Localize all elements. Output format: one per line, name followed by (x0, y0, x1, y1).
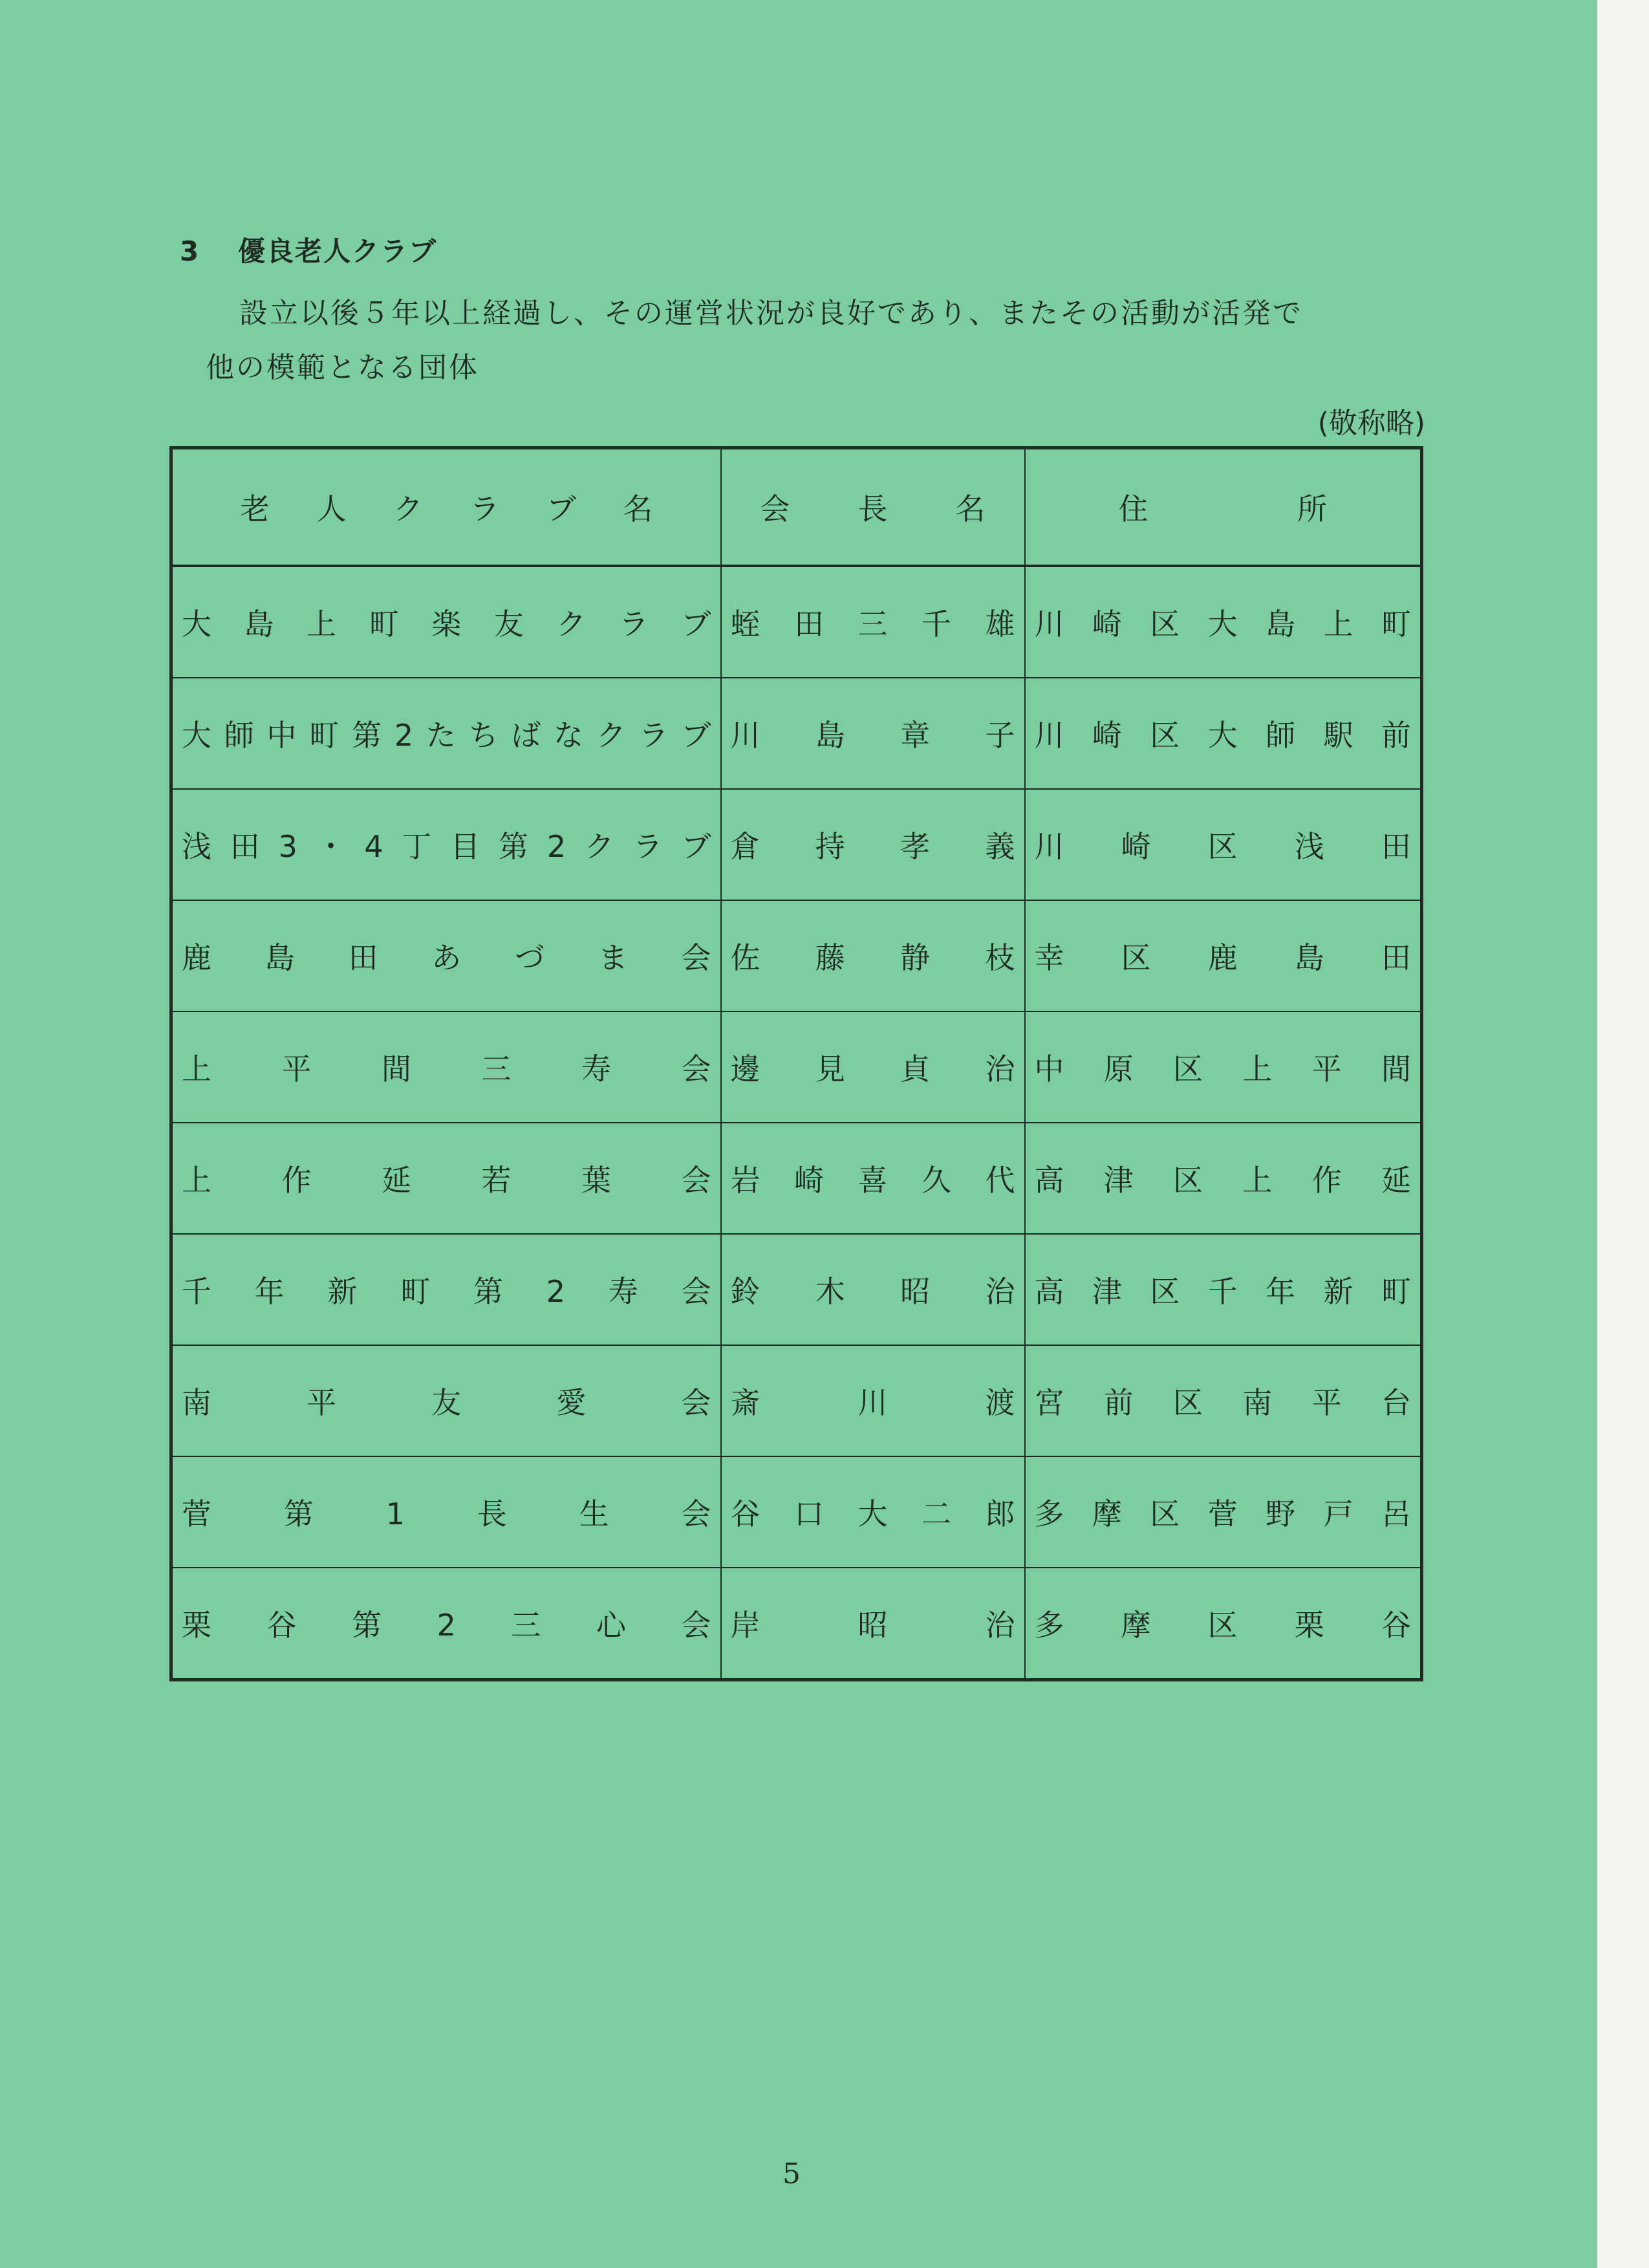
president-name-cell: 邊見貞治 (721, 1011, 1025, 1123)
club-name-cell: 鹿島田あづま会 (171, 900, 721, 1011)
table-row (171, 1345, 1422, 1456)
president-name-cell: 蛭田三千雄 (721, 566, 1025, 678)
club-name-cell: 大島上町楽友クラブ (171, 566, 721, 678)
president-name-cell: 斎川渡 (721, 1345, 1025, 1456)
table-row (171, 1011, 1422, 1123)
president-name-cell: 倉持孝義 (721, 789, 1025, 900)
club-name-cell: 上作延若葉会 (171, 1123, 721, 1234)
president-name-cell: 川島章子 (721, 678, 1025, 789)
page-number: 5 (782, 2157, 801, 2190)
table-row (171, 1123, 1422, 1234)
section-description-line1: 設立以後５年以上経過し、その運営状況が良好であり、またその活動が活発で (239, 297, 1303, 330)
president-name-cell: 谷口大二郎 (721, 1456, 1025, 1568)
club-name-cell: 上平間三寿会 (171, 1011, 721, 1123)
club-name-cell: 浅田3・4丁目第2クラブ (171, 789, 721, 900)
president-name-cell: 岩崎喜久代 (721, 1123, 1025, 1234)
clubs-table (169, 446, 1423, 1681)
club-name-cell: 大師中町第2たちばなクラブ (171, 678, 721, 789)
section-heading (180, 230, 437, 269)
club-name-cell: 千年新町第2寿会 (171, 1234, 721, 1345)
section-description-line2: 他の模範となる団体 (206, 351, 479, 384)
president-name-cell: 岸昭治 (721, 1568, 1025, 1680)
address-cell: 宮前区南平台 (1025, 1345, 1422, 1456)
header-club-name: 老人クラブ名 (171, 448, 721, 567)
address-cell: 中原区上平間 (1025, 1011, 1422, 1123)
table-row (171, 566, 1422, 678)
address-cell: 川崎区大島上町 (1025, 566, 1422, 678)
address-cell: 高津区上作延 (1025, 1123, 1422, 1234)
table-row (171, 678, 1422, 789)
club-name-cell: 南平友愛会 (171, 1345, 721, 1456)
address-cell: 高津区千年新町 (1025, 1234, 1422, 1345)
section-title: 優良老人クラブ (238, 235, 438, 267)
table-row (171, 1456, 1422, 1568)
header-president-name: 会長名 (721, 448, 1025, 567)
page-edge (1597, 0, 1649, 2268)
table-row (171, 1234, 1422, 1345)
honorific-note: (敬称略) (1317, 407, 1425, 440)
address-cell: 多摩区菅野戸呂 (1025, 1456, 1422, 1568)
president-name-cell: 鈴木昭治 (721, 1234, 1025, 1345)
address-cell: 川崎区大師駅前 (1025, 678, 1422, 789)
address-cell: 多摩区栗谷 (1025, 1568, 1422, 1680)
section-number: 3 (180, 235, 200, 267)
club-name-cell: 栗谷第2三心会 (171, 1568, 721, 1680)
address-cell: 川崎区浅田 (1025, 789, 1422, 900)
table-header-row (171, 448, 1422, 567)
address-cell: 幸区鹿島田 (1025, 900, 1422, 1011)
table-row (171, 1568, 1422, 1680)
table-row (171, 789, 1422, 900)
club-name-cell: 菅第1長生会 (171, 1456, 721, 1568)
table-row (171, 900, 1422, 1011)
president-name-cell: 佐藤静枝 (721, 900, 1025, 1011)
header-address: 住所 (1025, 448, 1422, 567)
